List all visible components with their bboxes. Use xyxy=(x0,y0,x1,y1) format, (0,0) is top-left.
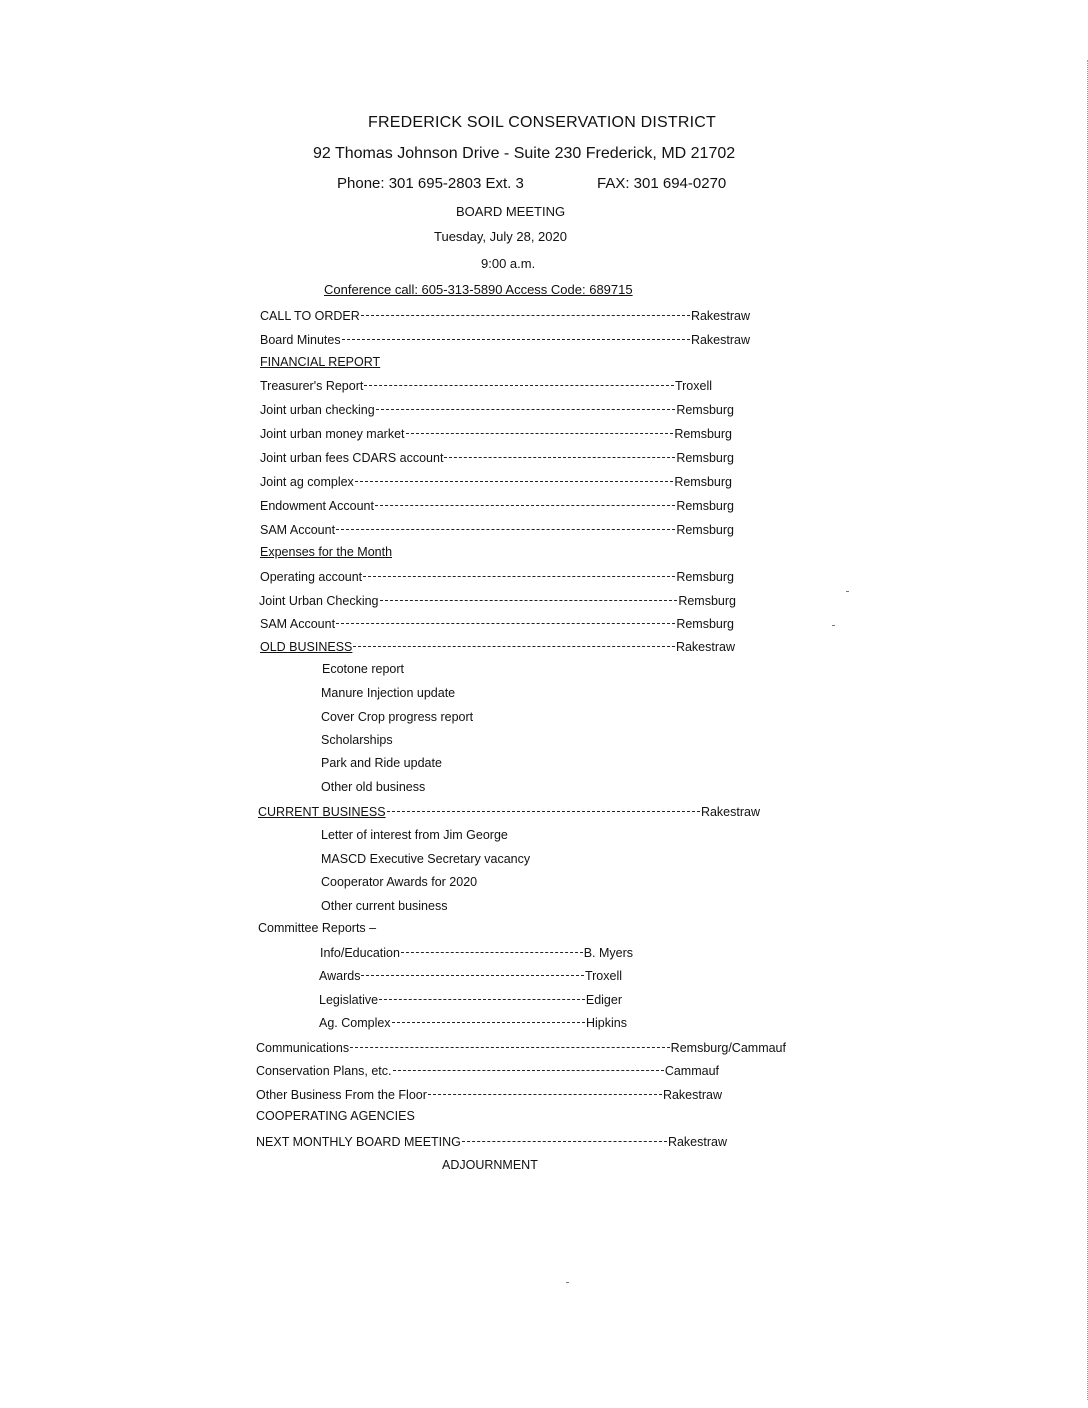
org-title: FREDERICK SOIL CONSERVATION DISTRICT xyxy=(368,114,716,131)
agenda-item-presenter: Rakestraw xyxy=(690,333,750,347)
agenda-item-presenter: Rakestraw xyxy=(662,1088,722,1102)
agenda-item-presenter: Remsburg/Cammauf xyxy=(670,1041,786,1055)
agenda-item-presenter: Remsburg xyxy=(676,403,734,417)
meeting-date: Tuesday, July 28, 2020 xyxy=(434,229,567,244)
agenda-item-label: Conservation Plans, etc. xyxy=(256,1064,392,1078)
meeting-time: 9:00 a.m. xyxy=(481,256,536,271)
agenda-item-label: Communications xyxy=(256,1041,350,1055)
agenda-item-presenter: Remsburg xyxy=(676,451,734,465)
dotted-leader xyxy=(462,1141,667,1142)
scan-speck xyxy=(846,591,849,592)
dotted-leader xyxy=(363,576,675,577)
agenda-item-current-business xyxy=(258,802,760,822)
fax-number: FAX: 301 694-0270 xyxy=(597,175,727,192)
dotted-leader xyxy=(380,600,678,601)
dotted-leader xyxy=(444,457,675,458)
agenda-item-call-to-order xyxy=(260,306,750,326)
agenda-item-presenter: Remsburg xyxy=(674,475,732,489)
agenda-item-label: Board Minutes xyxy=(260,333,341,347)
section-heading-expenses: Expenses for the Month xyxy=(260,545,393,559)
agenda-item-presenter: Remsburg xyxy=(676,570,734,584)
committee-item-legislative xyxy=(319,990,622,1010)
agenda-item-label: Endowment Account xyxy=(260,499,374,513)
agenda-item-label: Treasurer's Report xyxy=(260,379,364,393)
agenda-item-label: CALL TO ORDER xyxy=(260,309,360,323)
section-heading-financial-report: FINANCIAL REPORT xyxy=(260,355,381,369)
old-business-item: Ecotone report xyxy=(322,662,404,676)
committee-item-info-education xyxy=(320,943,633,963)
current-business-item: Letter of interest from Jim George xyxy=(321,828,508,842)
agenda-item-sam-account xyxy=(260,520,734,540)
agenda-item-presenter: Rakestraw xyxy=(690,309,750,323)
meeting-title: BOARD MEETING xyxy=(456,204,566,219)
current-business-item: MASCD Executive Secretary vacancy xyxy=(321,852,531,866)
agenda-item-joint-urban-checking xyxy=(260,400,734,420)
agenda-item-presenter: Remsburg xyxy=(676,499,734,513)
phone-number: Phone: 301 695-2803 Ext. 3 xyxy=(337,175,524,192)
dotted-leader xyxy=(364,385,674,386)
agenda-item-label: Operating account xyxy=(260,570,363,584)
agenda-item-presenter: Troxell xyxy=(584,969,622,983)
conference-call-info: Conference call: 605-313-5890 Access Code: 689715 xyxy=(324,282,633,297)
agenda-item-label: CURRENT BUSINESS xyxy=(258,805,386,819)
agenda-item-presenter: Rakestraw xyxy=(667,1135,727,1149)
agenda-item-label: Other Business From the Floor xyxy=(256,1088,427,1102)
agenda-item-other-business-floor xyxy=(256,1085,722,1105)
old-business-item: Other old business xyxy=(321,780,426,794)
agenda-item-label: Awards xyxy=(319,969,361,983)
scan-speck xyxy=(832,625,835,626)
dotted-leader xyxy=(392,1022,585,1023)
dotted-leader xyxy=(401,952,583,953)
agenda-item-presenter: Hipkins xyxy=(586,1016,627,1030)
agenda-item-label: SAM Account xyxy=(260,523,336,537)
agenda-item-communications xyxy=(256,1038,786,1058)
agenda-item-label: NEXT MONTHLY BOARD MEETING xyxy=(256,1135,461,1149)
agenda-item-joint-urban-fees-cdars xyxy=(260,448,734,468)
agenda-item-conservation-plans xyxy=(256,1061,719,1081)
dotted-leader xyxy=(355,481,674,482)
agenda-item-presenter: Cammauf xyxy=(664,1064,719,1078)
agenda-item-label: Ag. Complex xyxy=(319,1016,391,1030)
old-business-item: Manure Injection update xyxy=(321,686,456,700)
dotted-leader xyxy=(379,999,585,1000)
dotted-leader xyxy=(376,409,676,410)
committee-item-ag-complex xyxy=(319,1013,627,1033)
cooperating-agencies-heading: COOPERATING AGENCIES xyxy=(256,1109,415,1123)
agenda-item-presenter: Remsburg xyxy=(676,523,734,537)
agenda-item-presenter: Troxell xyxy=(674,379,712,393)
agenda-item-endowment-account xyxy=(260,496,734,516)
dotted-leader xyxy=(361,315,690,316)
agenda-item-treasurers-report xyxy=(260,376,712,396)
dotted-leader xyxy=(350,1047,670,1048)
agenda-item-presenter: Remsburg xyxy=(674,427,732,441)
agenda-item-operating-account xyxy=(260,567,734,587)
agenda-item-label: Joint Urban Checking xyxy=(259,594,379,608)
dotted-leader xyxy=(361,975,583,976)
agenda-item-old-business xyxy=(260,637,735,657)
agenda-item-joint-ag-complex xyxy=(260,472,732,492)
current-business-item: Other current business xyxy=(321,899,448,913)
agenda-item-label: Joint urban money market xyxy=(260,427,405,441)
agenda-item-label: Joint urban checking xyxy=(260,403,375,417)
committee-reports-heading: Committee Reports – xyxy=(258,921,377,935)
dotted-leader xyxy=(393,1070,664,1071)
dotted-leader xyxy=(387,811,700,812)
agenda-item-next-meeting xyxy=(256,1132,727,1152)
agenda-item-label: Joint urban fees CDARS account xyxy=(260,451,444,465)
org-address: 92 Thomas Johnson Drive - Suite 230 Frederick, MD 21702 xyxy=(313,145,736,162)
scan-speck xyxy=(566,1282,569,1283)
agenda-item-label: Joint ag complex xyxy=(260,475,354,489)
old-business-item: Scholarships xyxy=(321,733,393,747)
agenda-item-presenter: Ediger xyxy=(585,993,622,1007)
dotted-leader xyxy=(428,1094,662,1095)
dotted-leader xyxy=(336,529,675,530)
agenda-item-sam-account-expenses xyxy=(260,614,734,634)
dotted-leader xyxy=(342,339,690,340)
dotted-leader xyxy=(406,433,674,434)
dotted-leader xyxy=(353,646,675,647)
agenda-item-presenter: Rakestraw xyxy=(675,640,735,654)
agenda-item-label: OLD BUSINESS xyxy=(260,640,353,654)
dotted-leader xyxy=(336,623,675,624)
committee-item-awards xyxy=(319,966,622,986)
agenda-item-joint-urban-money-market xyxy=(260,424,732,444)
agenda-item-label: SAM Account xyxy=(260,617,336,631)
agenda-item-joint-urban-checking-expenses xyxy=(259,591,736,611)
agenda-item-presenter: Remsburg xyxy=(678,594,736,608)
agenda-item-board-minutes xyxy=(260,330,750,350)
agenda-item-presenter: Rakestraw xyxy=(700,805,760,819)
old-business-item: Park and Ride update xyxy=(321,756,442,770)
agenda-item-presenter: B. Myers xyxy=(583,946,633,960)
agenda-item-presenter: Remsburg xyxy=(676,617,734,631)
adjournment: ADJOURNMENT xyxy=(442,1158,538,1172)
current-business-item: Cooperator Awards for 2020 xyxy=(321,875,478,889)
agenda-item-label: Info/Education xyxy=(320,946,400,960)
dotted-leader xyxy=(375,505,675,506)
old-business-item: Cover Crop progress report xyxy=(321,710,474,724)
agenda-item-label: Legislative xyxy=(319,993,379,1007)
